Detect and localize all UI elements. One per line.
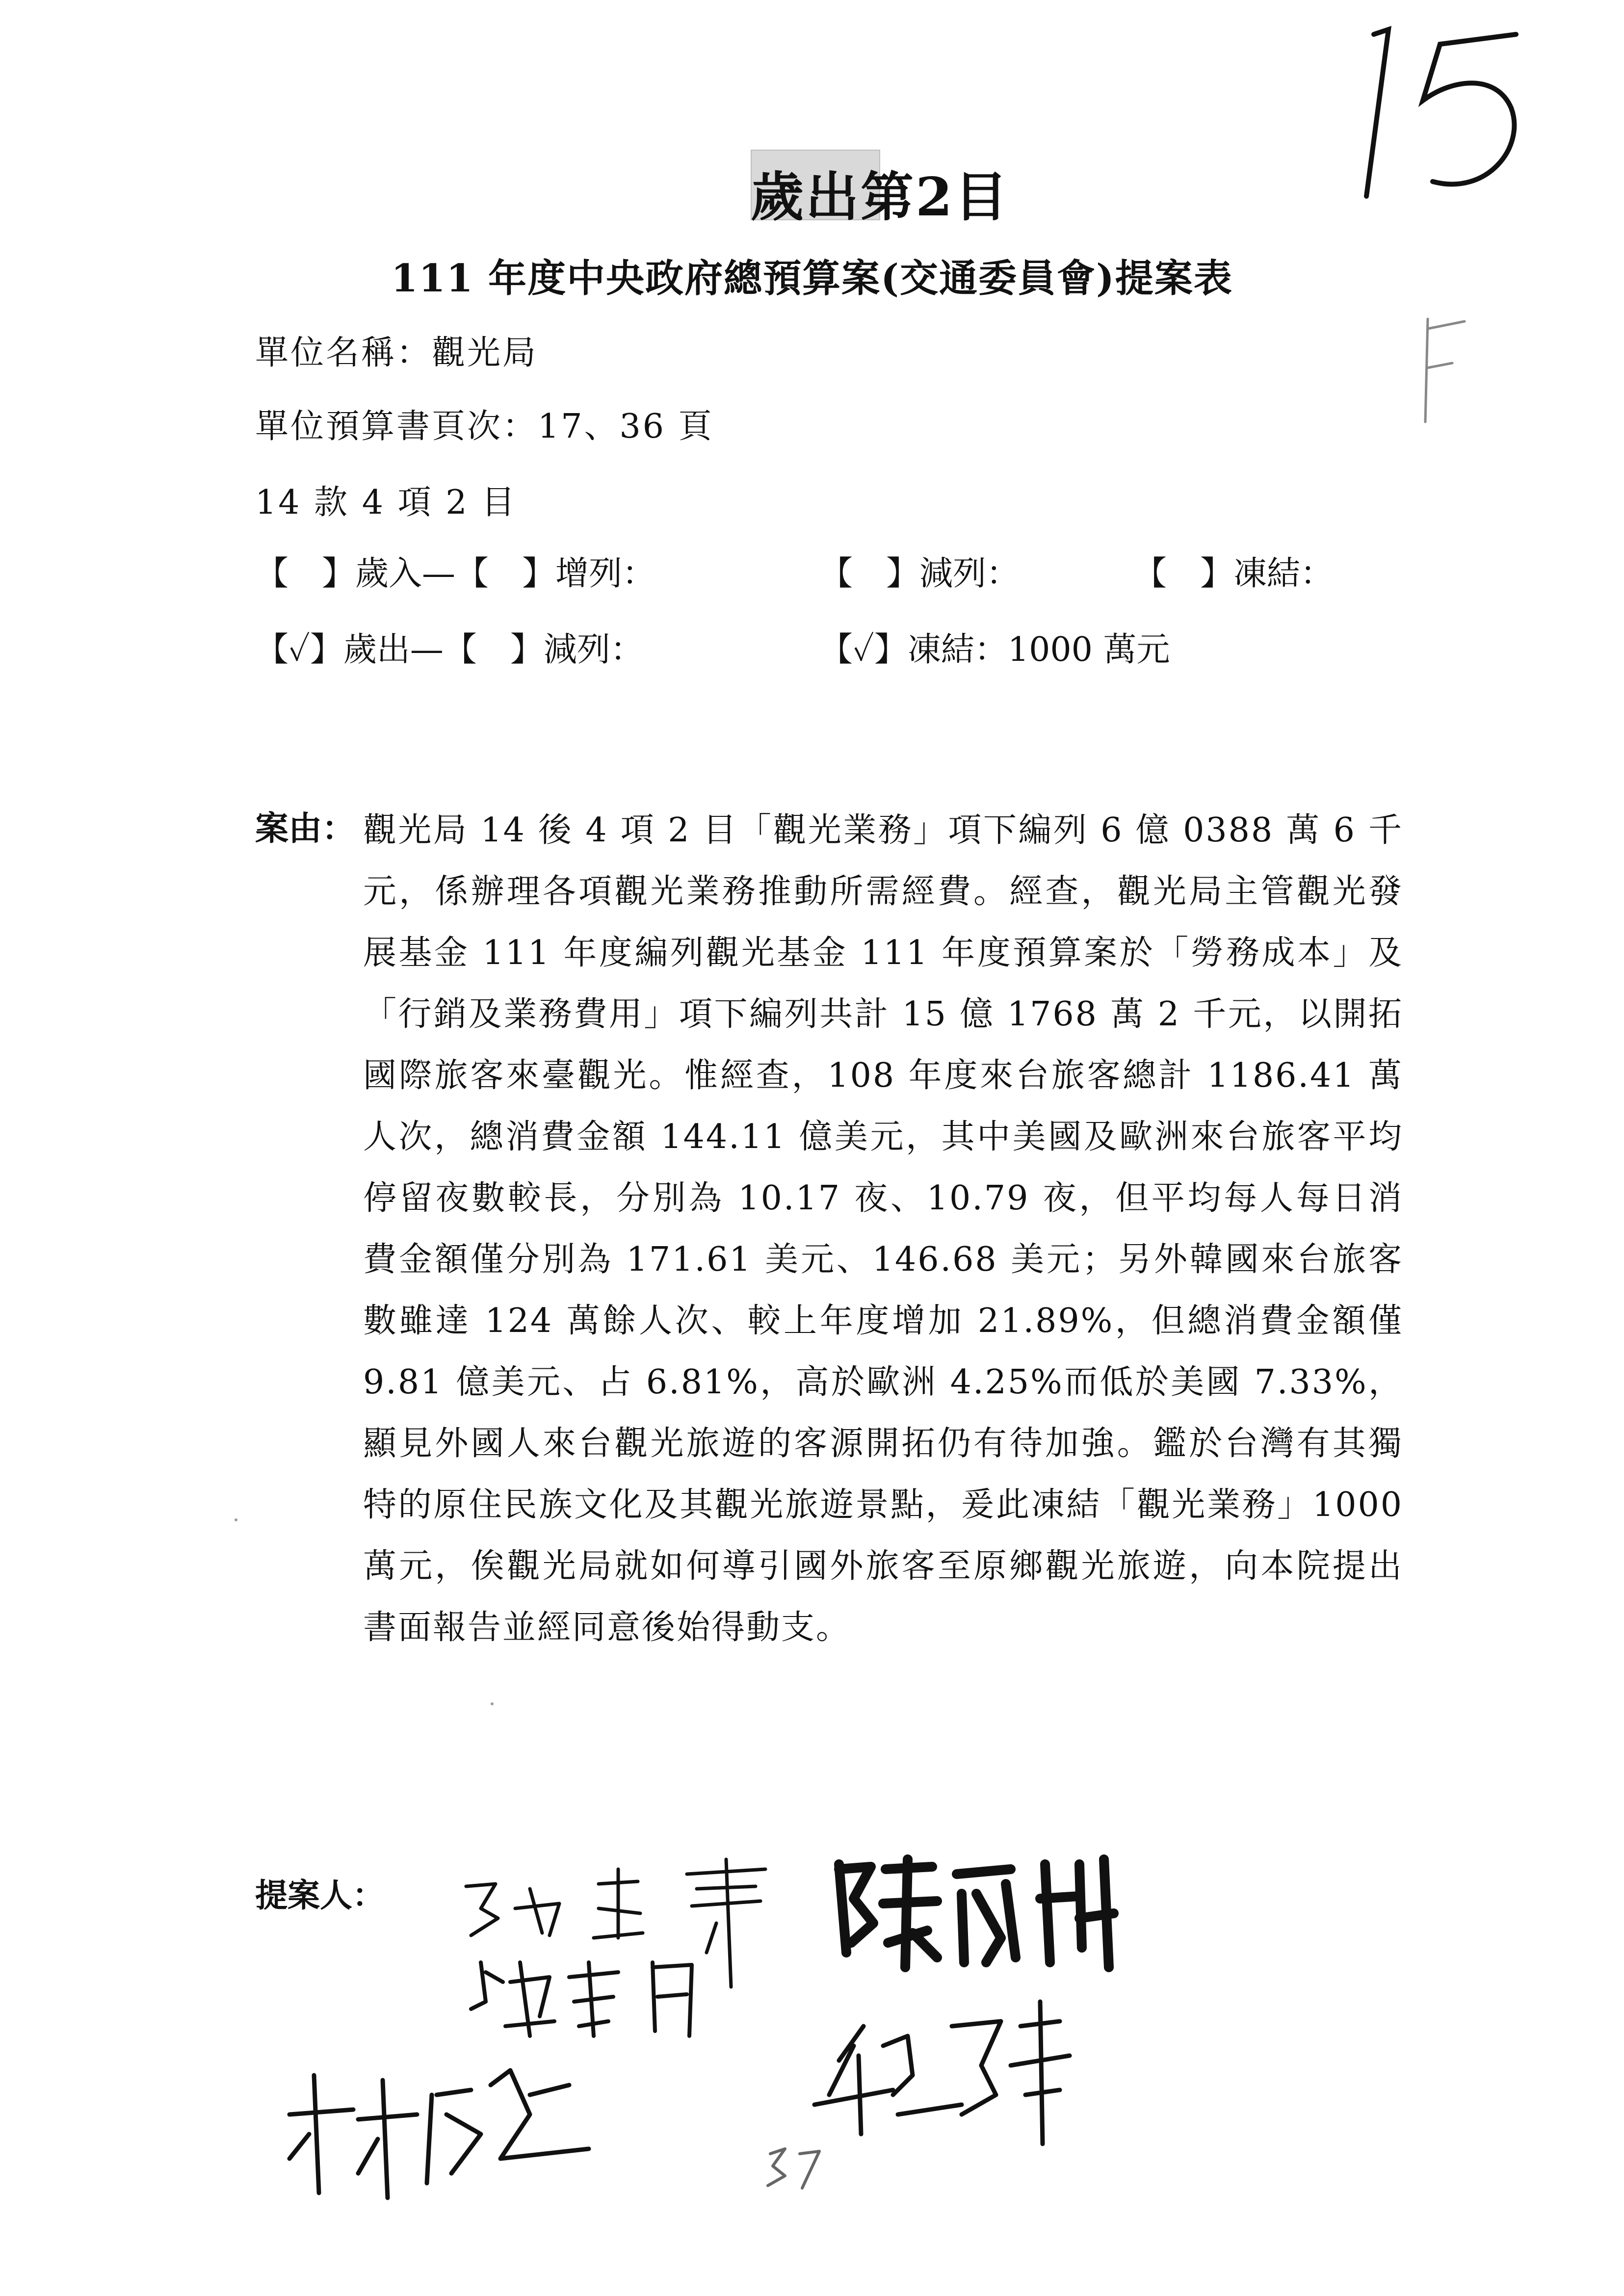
handwritten-signatures bbox=[275, 1840, 1207, 2242]
item-code: 14 款 4 項 2 目 bbox=[255, 483, 517, 522]
handwritten-page-number bbox=[1354, 20, 1560, 226]
expense-freeze-checkbox[interactable]: 【✓】凍結：1000 萬元 bbox=[819, 630, 1170, 669]
signature-5 bbox=[289, 2070, 589, 2198]
signature-4 bbox=[814, 2002, 1070, 2144]
signature-2 bbox=[839, 1859, 1114, 1967]
handwritten-side-mark bbox=[1418, 314, 1472, 432]
income-increase-checkbox[interactable]: 【 】歲入—【 】增列： bbox=[255, 554, 656, 593]
footer-mark bbox=[768, 2149, 819, 2188]
reason-text: 觀光局 14 後 4 項 2 目「觀光業務」項下編列 6 億 0388 萬 6 千元，係辦理各項觀光業務推動所需經費。經查，觀光局主管觀光發展基金 111 年度編列觀光基金 111 年度預算案於「勞務成本」及「行銷及業務費用」項下編列共計 15 億 1768 萬 2 千元，以開拓國際旅客來臺觀光。惟經查，108 年度來台旅客總計 1186.41 萬人次，總消費金額 144.11 億美元，其中美國及歐洲來台旅客平均停留夜數較長，分別為 10.17 夜、10.79 夜，但平均每人每日消費金額僅分別為 171.61 美元、146.68 美元；另外韓國來台旅客數雖達 124 萬餘人次、較上年度增加 21.89%，但總消費金額僅 9.81 億美元、占 6.81%，高於歐洲 4.25%而低於美國 7.33%，顯見外國人來台觀光旅遊的客源開拓仍有待加強。鑑於台灣有其獨特的原住民族文化及其觀光旅遊景點，爰此凍結「觀光業務」1000 萬元，俟觀光局就如何導引國外旅客至原鄉觀光旅遊，向本院提出書面報告並經同意後始得動支。 bbox=[363, 811, 1403, 1647]
stamp-text: 歲出第2目 bbox=[751, 166, 1010, 228]
reason-label: 案由： bbox=[255, 809, 356, 848]
proposer-label: 提案人： bbox=[255, 1876, 385, 1914]
signature-3 bbox=[471, 1962, 692, 2036]
page-title: 111 年度中央政府總預算案(交通委員會)提案表 bbox=[391, 256, 1233, 301]
expense-reduce-checkbox[interactable]: 【✓】歲出—【 】減列： bbox=[255, 630, 644, 669]
scan-speck bbox=[491, 1702, 494, 1705]
checkbox-row-expense bbox=[255, 623, 1384, 667]
checkbox-row-income bbox=[255, 547, 1384, 591]
scan-speck bbox=[235, 1518, 237, 1521]
unit-name: 單位名稱：觀光局 bbox=[255, 334, 538, 372]
signature-1 bbox=[466, 1859, 765, 1987]
income-freeze-checkbox[interactable]: 【 】凍結： bbox=[1133, 554, 1334, 593]
budget-pages: 單位預算書頁次：17、36 頁 bbox=[255, 407, 714, 446]
income-reduce-checkbox[interactable]: 【 】減列： bbox=[819, 554, 1020, 593]
